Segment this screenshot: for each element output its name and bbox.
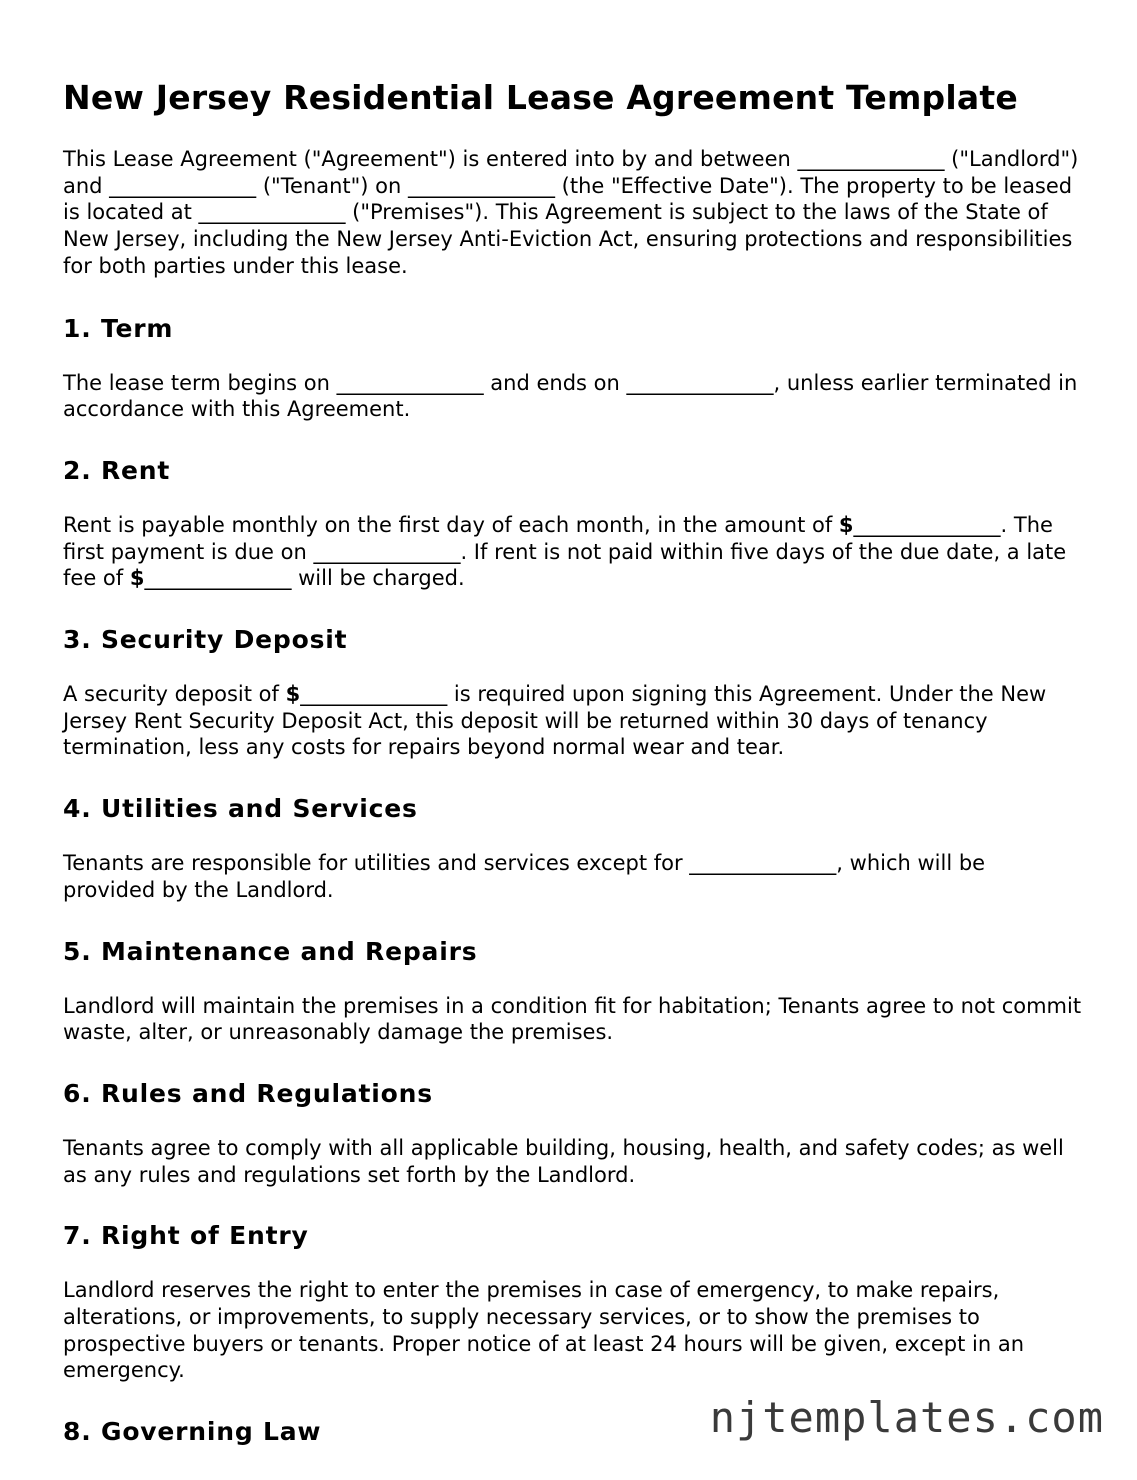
intro-paragraph: This Lease Agreement ("Agreement") is entered into by and between ______________ ("Landlord") and ______________ ("Tenant") on ______________ (the "Effective Date"). The property to be leased is located at ______________ ("Premises"). This Agreement is subject to the laws of the State of New Jersey, including the New Jersey Anti-Eviction Act, ensuring protections and responsibilities for both parties under this lease.: [63, 147, 1079, 278]
section-heading: 3. Security Deposit: [63, 625, 348, 655]
section-utilities: [63, 793, 1083, 903]
deposit-text-a: A security deposit of: [63, 682, 286, 707]
rent-text-a: Rent is payable monthly on the first day of each month, in the amount of: [63, 512, 839, 537]
section-heading: 2. Rent: [63, 455, 171, 485]
section-heading: 4. Utilities and Services: [63, 794, 418, 824]
rent-text-b: ______________. The first payment is due on ______________. If rent is not paid within five days of the due date, a late fee of: [63, 512, 1067, 591]
deposit-text-b: ______________ is required upon signing this Agreement. Under the New Jersey Rent Security Deposit Act, this deposit will be returned within 30 days of tenancy termination, less any costs for repairs beyond normal wear and tear.: [63, 682, 1047, 760]
dollar-sign: $: [838, 512, 854, 537]
section-text: Tenants are responsible for utilities and services except for ______________, which will be provided by the Landlord.: [63, 851, 986, 902]
section-heading: 5. Maintenance and Repairs: [63, 936, 478, 966]
section-heading: 1. Term: [63, 313, 174, 343]
dollar-sign: $: [129, 566, 145, 591]
section-heading: 7. Right of Entry: [63, 1221, 309, 1251]
section-right-of-entry: [63, 1220, 1083, 1384]
section-text: Landlord reserves the right to enter the premises in case of emergency, to make repairs, alterations, or improvements, to supply necessary services, or to show the premises to prospective buyers or tenants. Proper notice of at least 24 hours will be given, except in an emergency.: [63, 1278, 1025, 1383]
rent-text-c: ______________ will be charged.: [144, 566, 465, 591]
section-rent: [63, 455, 1083, 592]
section-text: The lease term begins on ______________ and ends on ______________, unless earlier terminated in accordance with this Agreement.: [63, 370, 1078, 422]
section-heading: 8. Governing Law: [63, 1417, 322, 1447]
dollar-sign: $: [285, 682, 301, 707]
section-text: Landlord will maintain the premises in a condition fit for habitation; Tenants agree to not commit waste, alter, or unreasonably damage the premises.: [63, 993, 1082, 1045]
section-heading: 6. Rules and Regulations: [63, 1078, 433, 1108]
section-text: [63, 681, 1083, 761]
section-security-deposit: [63, 624, 1083, 761]
document-page: [63, 76, 1083, 1480]
section-text: [63, 512, 1083, 592]
page-title: New Jersey Residential Lease Agreement Template: [63, 78, 1018, 117]
section-term: [63, 313, 1083, 423]
watermark-logo: njtemplates.com: [709, 1393, 1104, 1442]
section-text: Tenants agree to comply with all applicable building, housing, health, and safety codes; as well as any rules and regulations set forth by the Landlord.: [63, 1135, 1064, 1187]
section-rules: [63, 1078, 1083, 1188]
section-maintenance: [63, 936, 1083, 1046]
